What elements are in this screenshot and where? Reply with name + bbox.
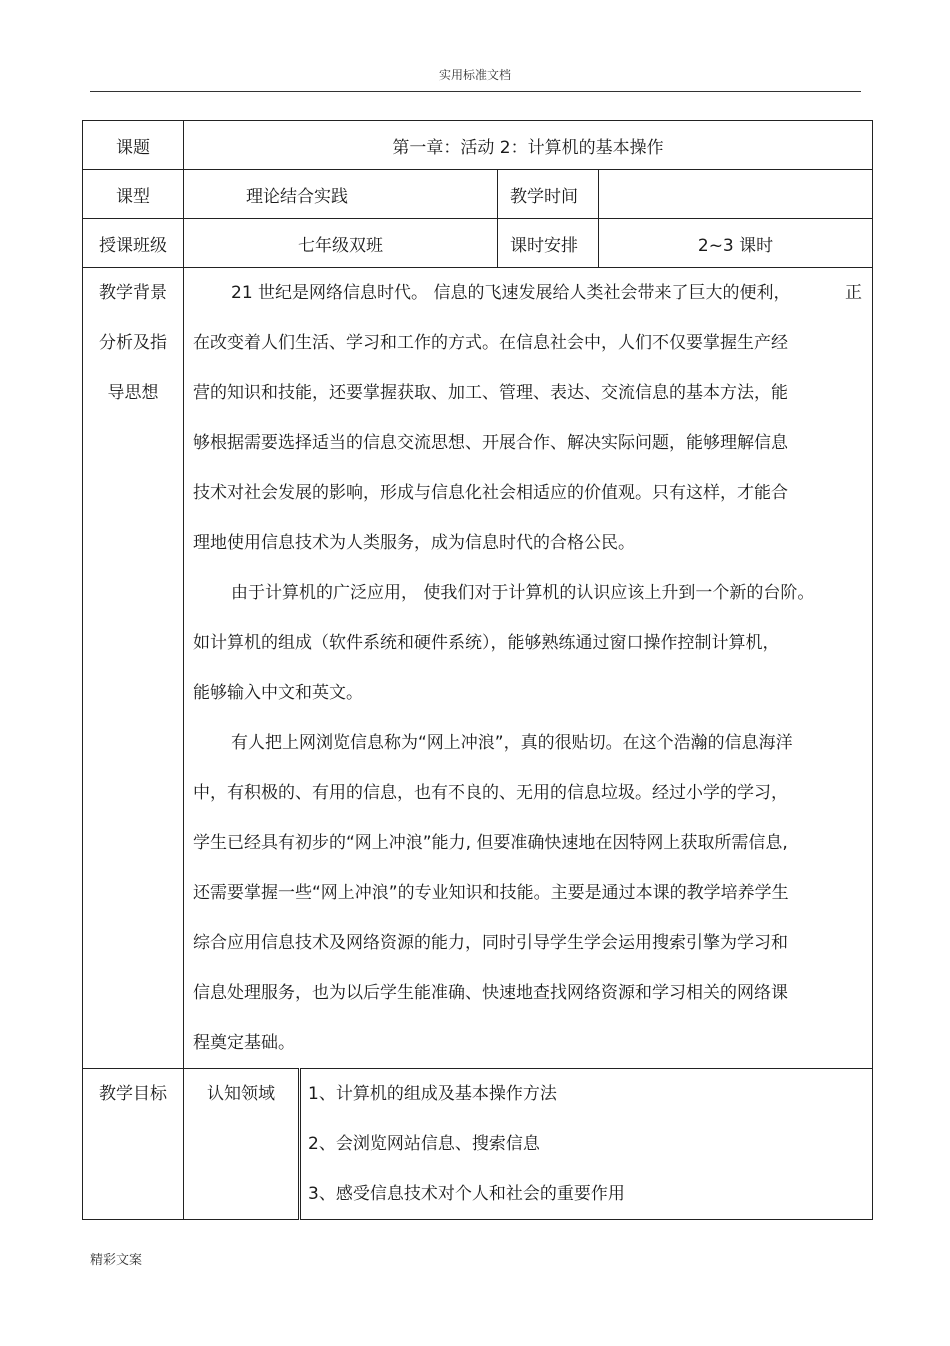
lesson-plan-table [82,120,873,1220]
paragraph-line: 能够输入中文和英文。 [193,683,363,703]
background-label-line: 分析及指 [99,333,167,353]
topic-row [83,121,873,170]
background-paragraph-2 [193,568,858,718]
paragraph-line: 中，有积极的、有用的信息，也有不良的、无用的信息垃圾。经过小学的学习， [193,783,788,803]
topic-value: 第一章：活动 2：计算机的基本操作 [184,121,873,170]
header-divider [90,91,861,92]
topic-label: 课题 [83,121,184,170]
paragraph-line: 学生已经具有初步的“网上冲浪”能力, 但要准确快速地在因特网上获取所需信息, [193,833,788,853]
time-value [599,170,873,219]
paragraph-line: 程奠定基础。 [193,1033,295,1053]
paragraph-line: 营的知识和技能，还要掌握获取、加工、管理、表达、交流信息的基本方法，能 [193,383,788,403]
goal-item: 2、会浏览网站信息、搜索信息 [308,1134,540,1154]
type-value: 理论结合实践 [184,170,498,219]
background-label-line: 教学背景 [99,283,167,303]
paragraph-line: 有人把上网浏览信息称为“网上冲浪”，真的很贴切。在这个浩瀚的信息海洋 [231,733,793,753]
paragraph-line-tail: 正 [845,283,863,303]
class-label: 授课班级 [83,219,184,268]
paragraph-line: 21 世纪是网络信息时代。 信息的飞速发展给人类社会带来了巨大的便利， [231,283,791,303]
time-label: 教学时间 [498,170,599,219]
page-header-title: 实用标准文档 [438,68,511,82]
background-text [184,268,873,1069]
background-label-line: 导思想 [107,383,159,403]
goal-item: 3、感受信息技术对个人和社会的重要作用 [308,1184,625,1204]
paragraph-line: 技术对社会发展的影响，形成与信息化社会相适应的价值观。只有这样，才能合 [193,483,788,503]
page-footer-text: 精彩文案 [90,1253,143,1268]
goals-domain: 认知领域 [184,1069,300,1220]
background-row [83,268,873,1069]
background-label [83,268,184,1069]
paragraph-line: 综合应用信息技术及网络资源的能力，同时引导学生学会运用搜索引擎为学习和 [193,933,788,953]
schedule-value: 2~3 课时 [599,219,873,268]
paragraph-line: 还需要掌握一些“网上冲浪”的专业知识和技能。主要是通过本课的教学培养学生 [193,883,789,903]
paragraph-line: 由于计算机的广泛应用， 使我们对于计算机的认识应该上升到一个新的台阶。 [231,583,815,603]
class-row [83,219,873,268]
background-paragraph-3 [193,718,858,1068]
paragraph-line: 在改变着人们生活、学习和工作的方式。在信息社会中，人们不仅要掌握生产经 [193,333,788,353]
goal-item: 1、计算机的组成及基本操作方法 [308,1084,557,1104]
type-row [83,170,873,219]
goals-row [83,1069,873,1220]
paragraph-line: 够根据需要选择适当的信息交流思想、开展合作、解决实际问题，能够理解信息 [193,433,788,453]
type-label: 课型 [83,170,184,219]
goals-label: 教学目标 [83,1069,184,1220]
goals-list [300,1069,873,1220]
schedule-label: 课时安排 [498,219,599,268]
background-paragraph-1 [193,268,863,568]
paragraph-line: 理地使用信息技术为人类服务，成为信息时代的合格公民。 [193,533,635,553]
paragraph-line: 信息处理服务，也为以后学生能准确、快速地查找网络资源和学习相关的网络课 [193,983,788,1003]
paragraph-line: 如计算机的组成（软件系统和硬件系统），能够熟练通过窗口操作控制计算机， [193,633,780,653]
class-value: 七年级双班 [184,219,498,268]
